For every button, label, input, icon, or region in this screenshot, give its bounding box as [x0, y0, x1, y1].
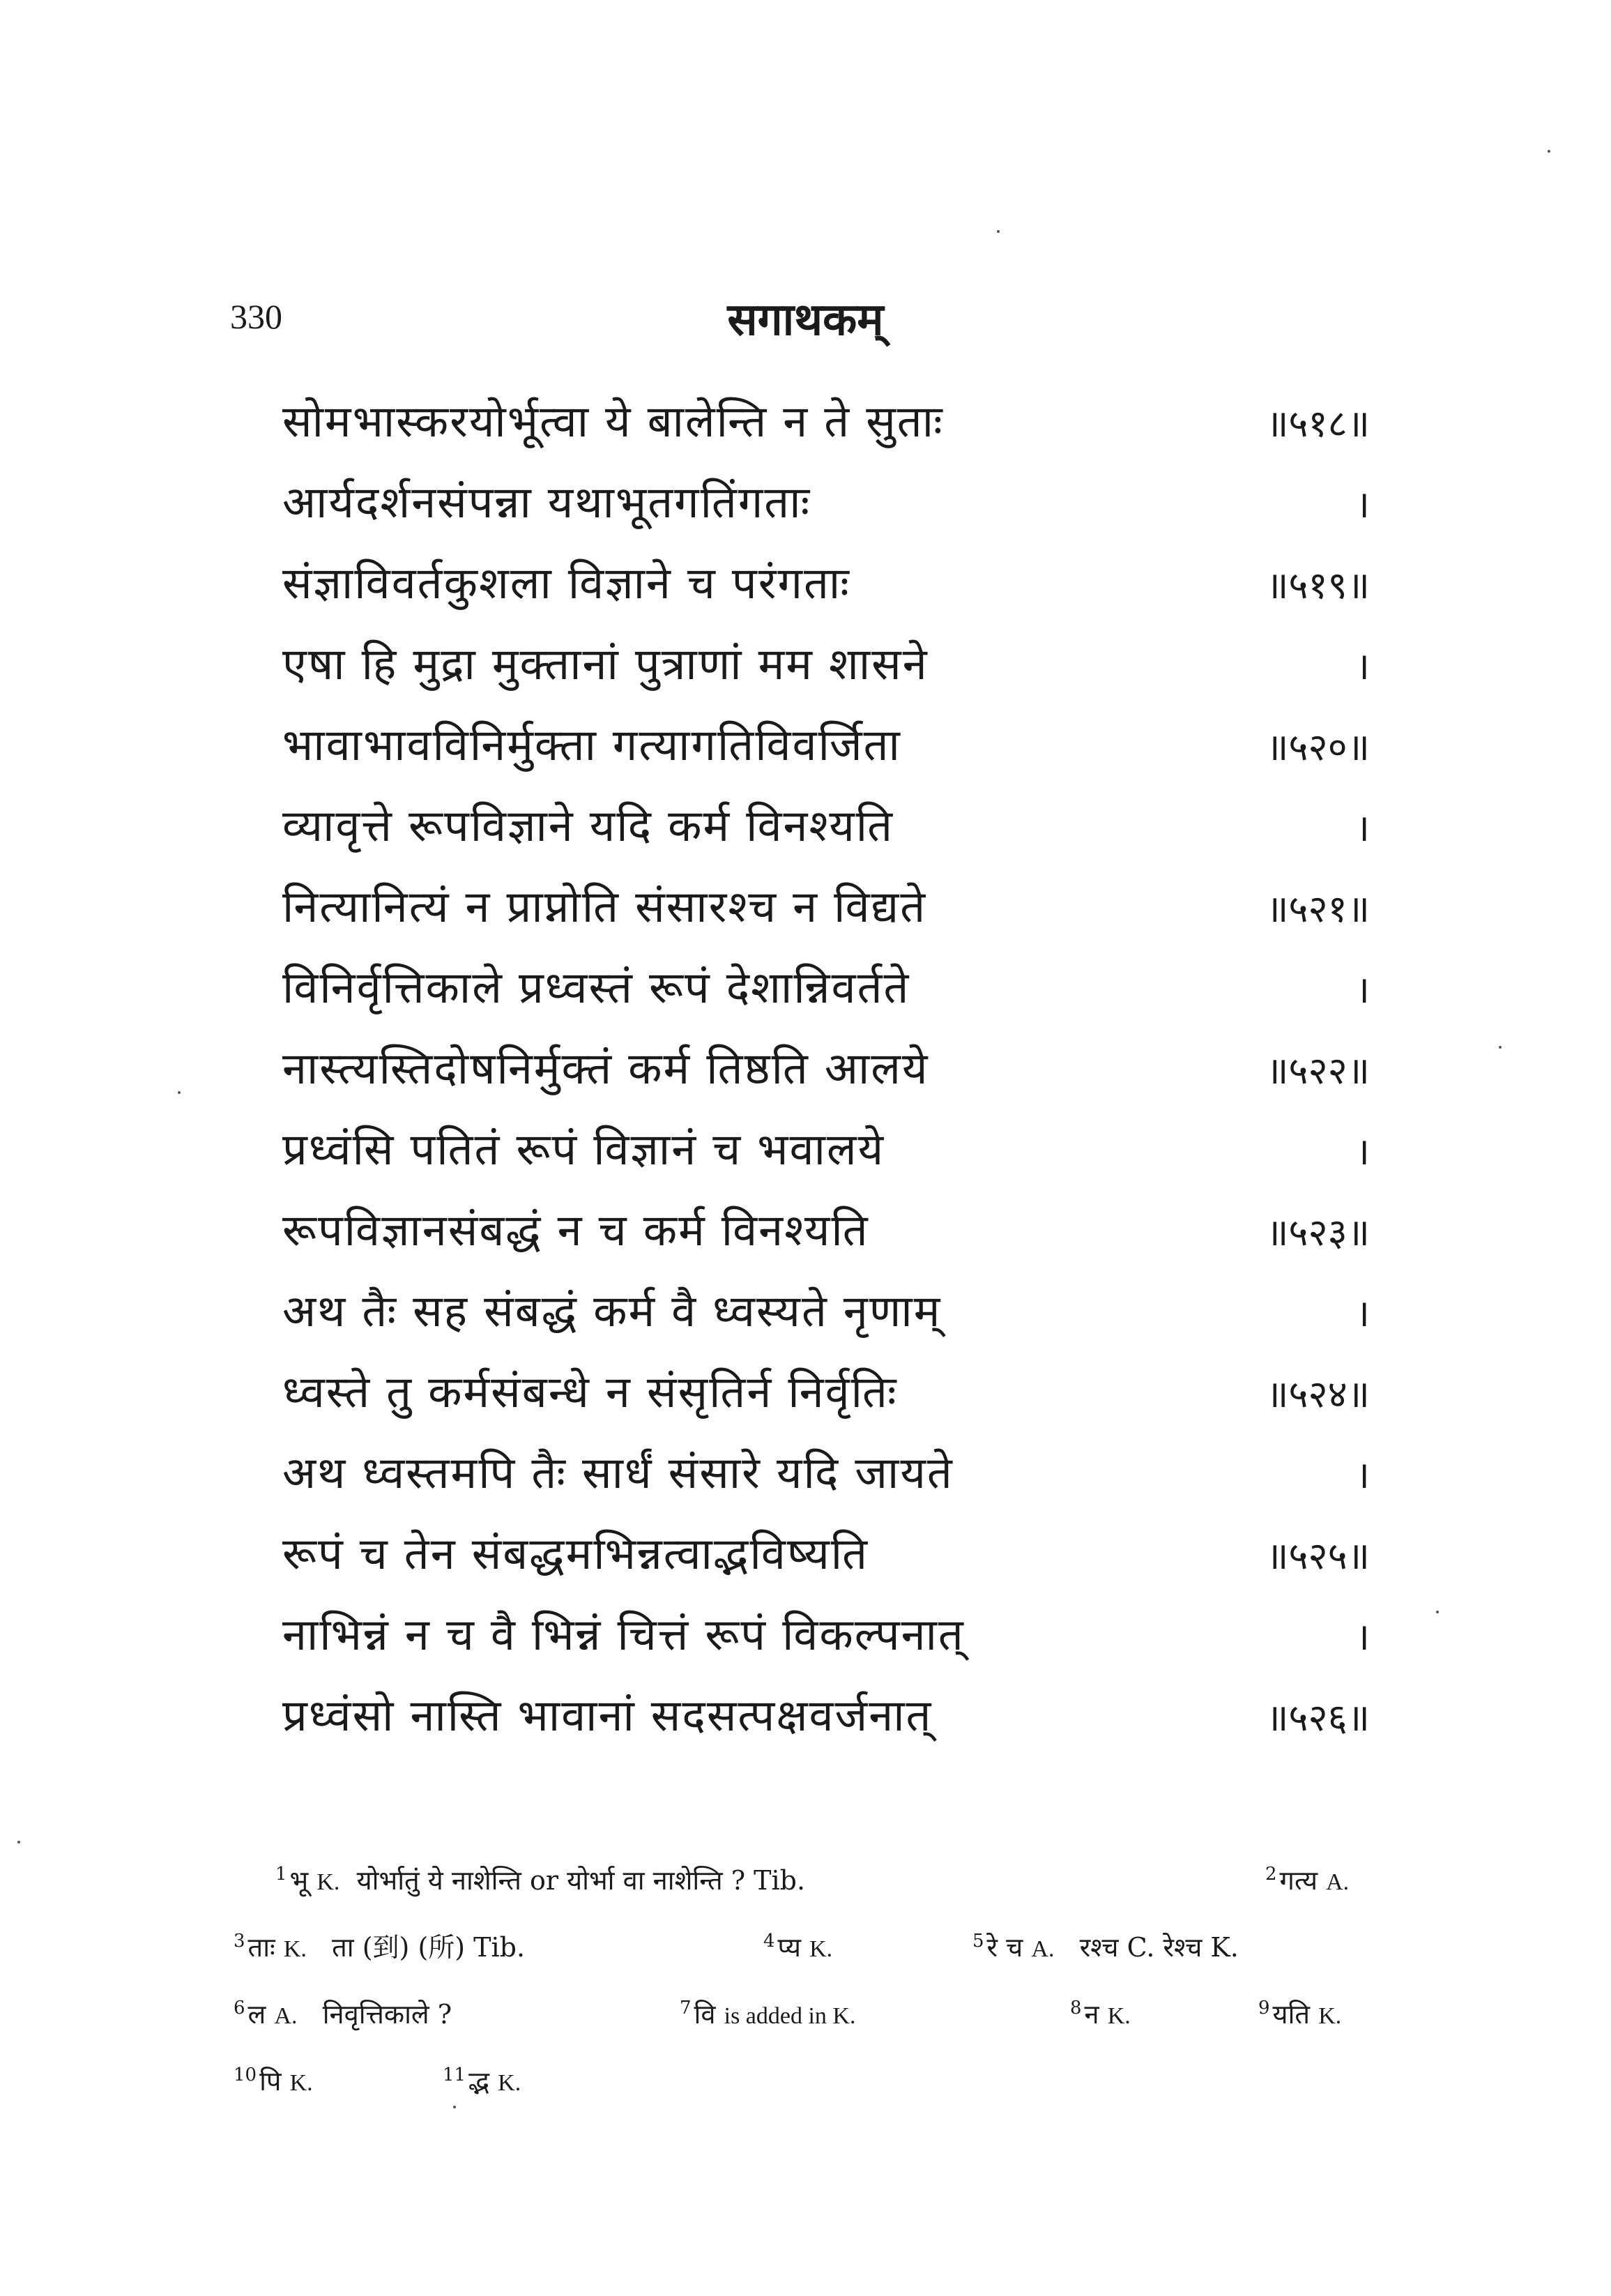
verse-text: व्यावृत्ते रूपविज्ञाने यदि कर्म विनश्यति [282, 800, 894, 851]
verse-text: आर्यदर्शनसंपन्ना यथाभूतगतिंगताः [282, 477, 811, 528]
verse-text: अथ ध्वस्तमपि तैः सार्धं संसारे यदि जायते [282, 1447, 954, 1498]
verse-number: ॥५१८॥ [1266, 402, 1370, 446]
paper-speck [997, 230, 1000, 233]
paper-speck [453, 2106, 456, 2108]
verse-number: ॥५२५॥ [1266, 1534, 1370, 1578]
verse-danda: । [1355, 806, 1370, 850]
verse-text: प्रध्वंसो नास्ति भावानां सदसत्पक्षवर्जनात् [282, 1690, 933, 1741]
verse-text: नाभिन्नं न च वै भिन्नं चित्तं रूपं विकल्पनात् [282, 1609, 965, 1660]
verse-danda: । [1355, 1291, 1370, 1335]
verse-number: ॥५२२॥ [1266, 1049, 1370, 1093]
verse-text: नित्यानित्यं न प्राप्नोति संसारश्च न विद्यते [282, 881, 927, 932]
footnote: $^5$ रे च A. रश्च C. रेश्च K. [972, 1931, 1239, 1963]
paper-speck [1548, 150, 1550, 153]
footnotes [234, 1841, 1405, 2108]
verse-text: रूपं च तेन संबद्धमभिन्नत्वाद्भविष्यति [282, 1528, 869, 1579]
verse-text: अथ तैः सह संबद्धं कर्म वै ध्वस्यते नृणाम् [282, 1286, 942, 1337]
verse-text: रूपविज्ञानसंबद्धं न च कर्म विनश्यति [282, 1205, 869, 1256]
verse-line [282, 633, 1370, 714]
verse-line [282, 957, 1370, 1037]
verse-line [282, 1604, 1370, 1685]
footnote: $^2$ गत्य A. [1265, 1864, 1350, 1896]
footnote: $^3$ ताः K. ता (到) (所) Tib. [234, 1931, 526, 1963]
footnote: $^6$ ल A. निवृत्तिकाले ? [234, 1998, 452, 2030]
verse-line [282, 1685, 1370, 1765]
verse-text: नास्त्यस्तिदोषनिर्मुक्तं कर्म तिष्ठति आलये [282, 1043, 929, 1094]
verse-text: भावाभावविनिर्मुक्ता गत्यागतिविवर्जिता [282, 720, 901, 770]
verse-line [282, 876, 1370, 957]
footnote-row [234, 1975, 1405, 2042]
verse-number: ॥५२६॥ [1266, 1696, 1370, 1740]
footnote: $^{11}$ द्भ K. [443, 2065, 521, 2097]
verse-line [282, 714, 1370, 795]
verse-number: ॥५२३॥ [1266, 1210, 1370, 1254]
verse-danda: । [1355, 1130, 1370, 1173]
verse-danda: । [1355, 644, 1370, 688]
footnote: $^{10}$ पि K. [234, 2065, 313, 2097]
verse-line [282, 1361, 1370, 1442]
paper-speck [17, 1841, 20, 1843]
verse-text: सोमभास्करयोर्भूत्वा ये बालेन्ति न ते सुताः [282, 396, 944, 447]
verse-danda: । [1355, 482, 1370, 526]
footnote-row [234, 1841, 1405, 1908]
footnote: $^1$ भू K. योर्भातुं ये नाशेन्ति or योर्भा वा नाशेन्ति ? Tib. [275, 1864, 806, 1896]
footnote: $^9$ यति K. [1258, 1998, 1342, 2030]
paper-speck [178, 1091, 181, 1094]
footnote: $^7$ वि is added in K. [680, 1998, 856, 2030]
verse-number: ॥५२४॥ [1266, 1372, 1370, 1416]
verse-line [282, 552, 1370, 633]
verse-block [282, 390, 1370, 1765]
verse-line [282, 471, 1370, 552]
verse-number: ॥५१९॥ [1266, 563, 1370, 607]
verse-line [282, 1037, 1370, 1118]
verse-danda: । [1355, 1453, 1370, 1497]
verse-line [282, 1442, 1370, 1523]
verse-number: ॥५२१॥ [1266, 887, 1370, 931]
verse-line [282, 390, 1370, 471]
verse-line [282, 795, 1370, 876]
footnote: $^8$ न K. [1070, 1998, 1131, 2030]
verse-line [282, 1199, 1370, 1280]
footnote-row [234, 2042, 1405, 2108]
verse-danda: । [1355, 1615, 1370, 1659]
verse-text: प्रध्वंसि पतितं रूपं विज्ञानं च भवालये [282, 1124, 885, 1175]
verse-text: विनिर्वृत्तिकाले प्रध्वस्तं रूपं देशान्निवर्तते [282, 962, 910, 1013]
verse-text: एषा हि मुद्रा मुक्तानां पुत्राणां मम शासने [282, 639, 929, 690]
verse-number: ॥५२०॥ [1266, 725, 1370, 769]
running-title: सगाथकम् [727, 294, 884, 346]
verse-line [282, 1523, 1370, 1604]
paper-speck [1499, 1046, 1502, 1049]
footnote: $^4$ प्य K. [763, 1931, 833, 1963]
paper-speck [1436, 1611, 1439, 1613]
page-number: 330 [230, 297, 282, 336]
verse-text: ध्वस्ते तु कर्मसंबन्धे न संसृतिर्न निर्वृतिः [282, 1367, 898, 1417]
verse-line [282, 1118, 1370, 1199]
verse-text: संज्ञाविवर्तकुशला विज्ञाने च परंगताः [282, 558, 850, 609]
verse-line [282, 1280, 1370, 1361]
verse-danda: । [1355, 968, 1370, 1012]
footnote-row [234, 1908, 1405, 1975]
